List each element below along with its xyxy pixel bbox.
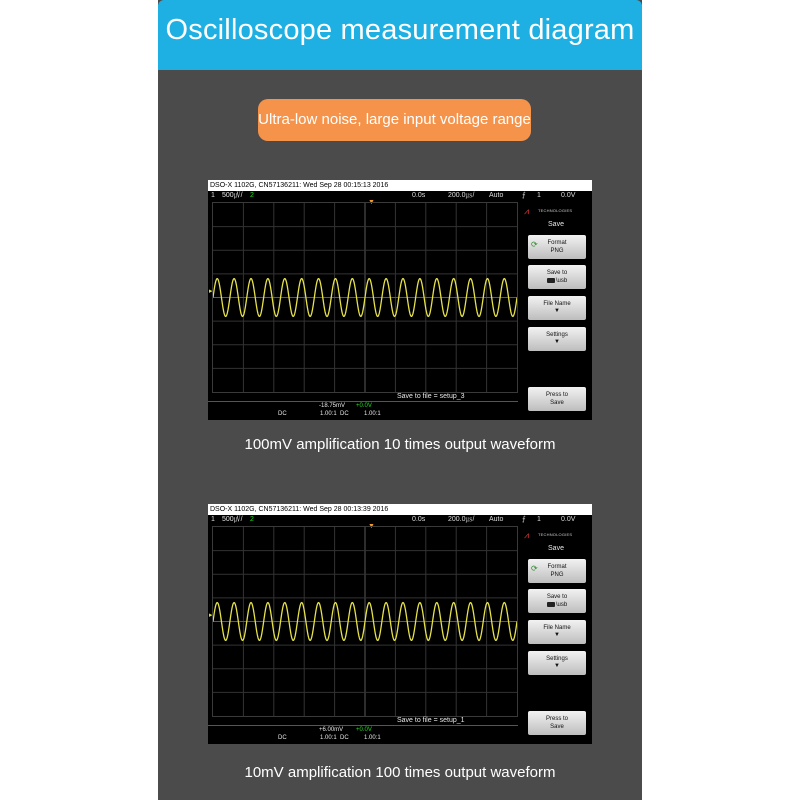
refresh-icon: ⟳ bbox=[531, 564, 538, 573]
trigger-channel: 1 bbox=[537, 192, 541, 199]
brand-text: TECHNOLOGIES bbox=[538, 532, 573, 537]
channel-1-offset: -18.75mV bbox=[319, 403, 346, 409]
product-card bbox=[158, 0, 642, 800]
time-offset: 0.0s bbox=[412, 516, 426, 523]
file-name-softkey[interactable] bbox=[528, 296, 586, 320]
trigger-position-icon: ▼ bbox=[368, 523, 375, 530]
save-to-value: \usb bbox=[555, 278, 568, 284]
softkey-panel bbox=[522, 202, 590, 418]
scope-status-bar bbox=[208, 191, 592, 200]
trigger-mode: Auto bbox=[489, 192, 504, 199]
timebase: 200.0㎲/ bbox=[448, 192, 475, 199]
brand-logo bbox=[522, 529, 590, 541]
channel-number: 1 bbox=[211, 192, 215, 199]
format-label: Format bbox=[547, 240, 567, 246]
trigger-mode: Auto bbox=[489, 516, 504, 523]
waveform-grid bbox=[212, 526, 518, 717]
panel-title: Save bbox=[548, 221, 564, 228]
down-arrow-icon: ▼ bbox=[554, 663, 560, 669]
press-label-line1: Press to bbox=[545, 716, 568, 722]
format-value: PNG bbox=[550, 248, 564, 254]
save-message: Save to file = setup_3 bbox=[397, 393, 465, 400]
scope-status-bar bbox=[208, 515, 592, 524]
page-title: Oscilloscope measurement diagram bbox=[165, 14, 635, 46]
channel-1-coupling: DC bbox=[278, 411, 287, 417]
oscilloscope-screen-1 bbox=[208, 180, 592, 420]
scope-title-bar: DSO-X 1102G, CN57136211: Wed Sep 28 00:13:39 2016 bbox=[208, 504, 592, 515]
softkey-panel bbox=[522, 526, 590, 742]
channel-ground-marker-icon: ▸ bbox=[209, 612, 213, 619]
press-label-line1: Press to bbox=[545, 392, 568, 398]
channel-2-number: 2 bbox=[250, 516, 254, 523]
trigger-level: 0.0V bbox=[561, 516, 576, 523]
channel-2-coupling: DC bbox=[340, 735, 349, 741]
channel-ground-marker-icon: ▸ bbox=[209, 288, 213, 295]
save-to-value: \usb bbox=[555, 602, 568, 608]
channel-1-probe-ratio: 1.00:1 bbox=[320, 411, 337, 417]
scope-title-bar: DSO-X 1102G, CN57136211: Wed Sep 28 00:15:13 2016 bbox=[208, 180, 592, 191]
file-name-softkey[interactable] bbox=[528, 620, 586, 644]
usb-icon bbox=[547, 278, 555, 283]
format-label: Format bbox=[547, 564, 567, 570]
usb-icon bbox=[547, 602, 555, 607]
channel-2-probe-ratio: 1.00:1 bbox=[364, 735, 381, 741]
channel-2-offset: +0.0V bbox=[356, 403, 372, 409]
trigger-edge-icon: ⨍ bbox=[522, 516, 526, 523]
waveform-caption-2: 10mV amplification 100 times output waveform bbox=[244, 764, 556, 781]
down-arrow-icon: ▼ bbox=[554, 339, 560, 345]
oscilloscope-screen-2 bbox=[208, 504, 592, 744]
press-to-save-softkey[interactable] bbox=[528, 387, 586, 411]
settings-label: Settings bbox=[546, 332, 568, 338]
save-message: Save to file = setup_1 bbox=[397, 717, 465, 724]
settings-softkey[interactable] bbox=[528, 327, 586, 351]
waveform-grid bbox=[212, 202, 518, 393]
trigger-level: 0.0V bbox=[561, 192, 576, 199]
settings-label: Settings bbox=[546, 656, 568, 662]
time-offset: 0.0s bbox=[412, 192, 426, 199]
press-to-save-softkey[interactable] bbox=[528, 711, 586, 735]
divider bbox=[208, 401, 518, 402]
refresh-icon: ⟳ bbox=[531, 240, 538, 249]
press-label-line2: Save bbox=[550, 724, 564, 730]
header-banner bbox=[158, 0, 642, 70]
file-name-label: File Name bbox=[543, 625, 571, 631]
timebase: 200.0㎲/ bbox=[448, 516, 475, 523]
brand-text: TECHNOLOGIES bbox=[538, 208, 573, 213]
save-to-label: Save to bbox=[546, 270, 568, 276]
waveform-display bbox=[213, 203, 517, 392]
channel-1-offset: +6.00mV bbox=[319, 727, 344, 733]
trigger-position-icon: ▼ bbox=[368, 199, 375, 206]
channel-2-number: 2 bbox=[250, 192, 254, 199]
panel-title: Save bbox=[548, 545, 564, 552]
down-arrow-icon: ▼ bbox=[554, 632, 560, 638]
trigger-edge-icon: ⨍ bbox=[522, 192, 526, 199]
format-softkey[interactable] bbox=[528, 235, 586, 259]
down-arrow-icon: ▼ bbox=[554, 308, 560, 314]
save-to-label: Save to bbox=[546, 594, 568, 600]
waveform-display bbox=[213, 527, 517, 716]
format-value: PNG bbox=[550, 572, 564, 578]
divider bbox=[208, 725, 518, 726]
keysight-logo-icon: ⩘ bbox=[524, 530, 530, 540]
save-to-softkey[interactable] bbox=[528, 589, 586, 613]
vertical-scale: 500㎶/ bbox=[222, 192, 243, 199]
press-label-line2: Save bbox=[550, 400, 564, 406]
channel-1-coupling: DC bbox=[278, 735, 287, 741]
channel-2-offset: +0.0V bbox=[356, 727, 372, 733]
channel-2-coupling: DC bbox=[340, 411, 349, 417]
keysight-logo-icon: ⩘ bbox=[524, 206, 530, 216]
format-softkey[interactable] bbox=[528, 559, 586, 583]
feature-badge: Ultra-low noise, large input voltage range bbox=[258, 99, 531, 141]
trigger-channel: 1 bbox=[537, 516, 541, 523]
channel-2-probe-ratio: 1.00:1 bbox=[364, 411, 381, 417]
channel-1-probe-ratio: 1.00:1 bbox=[320, 735, 337, 741]
brand-logo bbox=[522, 205, 590, 217]
channel-number: 1 bbox=[211, 516, 215, 523]
save-to-softkey[interactable] bbox=[528, 265, 586, 289]
file-name-label: File Name bbox=[543, 301, 571, 307]
settings-softkey[interactable] bbox=[528, 651, 586, 675]
vertical-scale: 500㎶/ bbox=[222, 516, 243, 523]
waveform-caption-1: 100mV amplification 10 times output waveform bbox=[244, 436, 556, 453]
